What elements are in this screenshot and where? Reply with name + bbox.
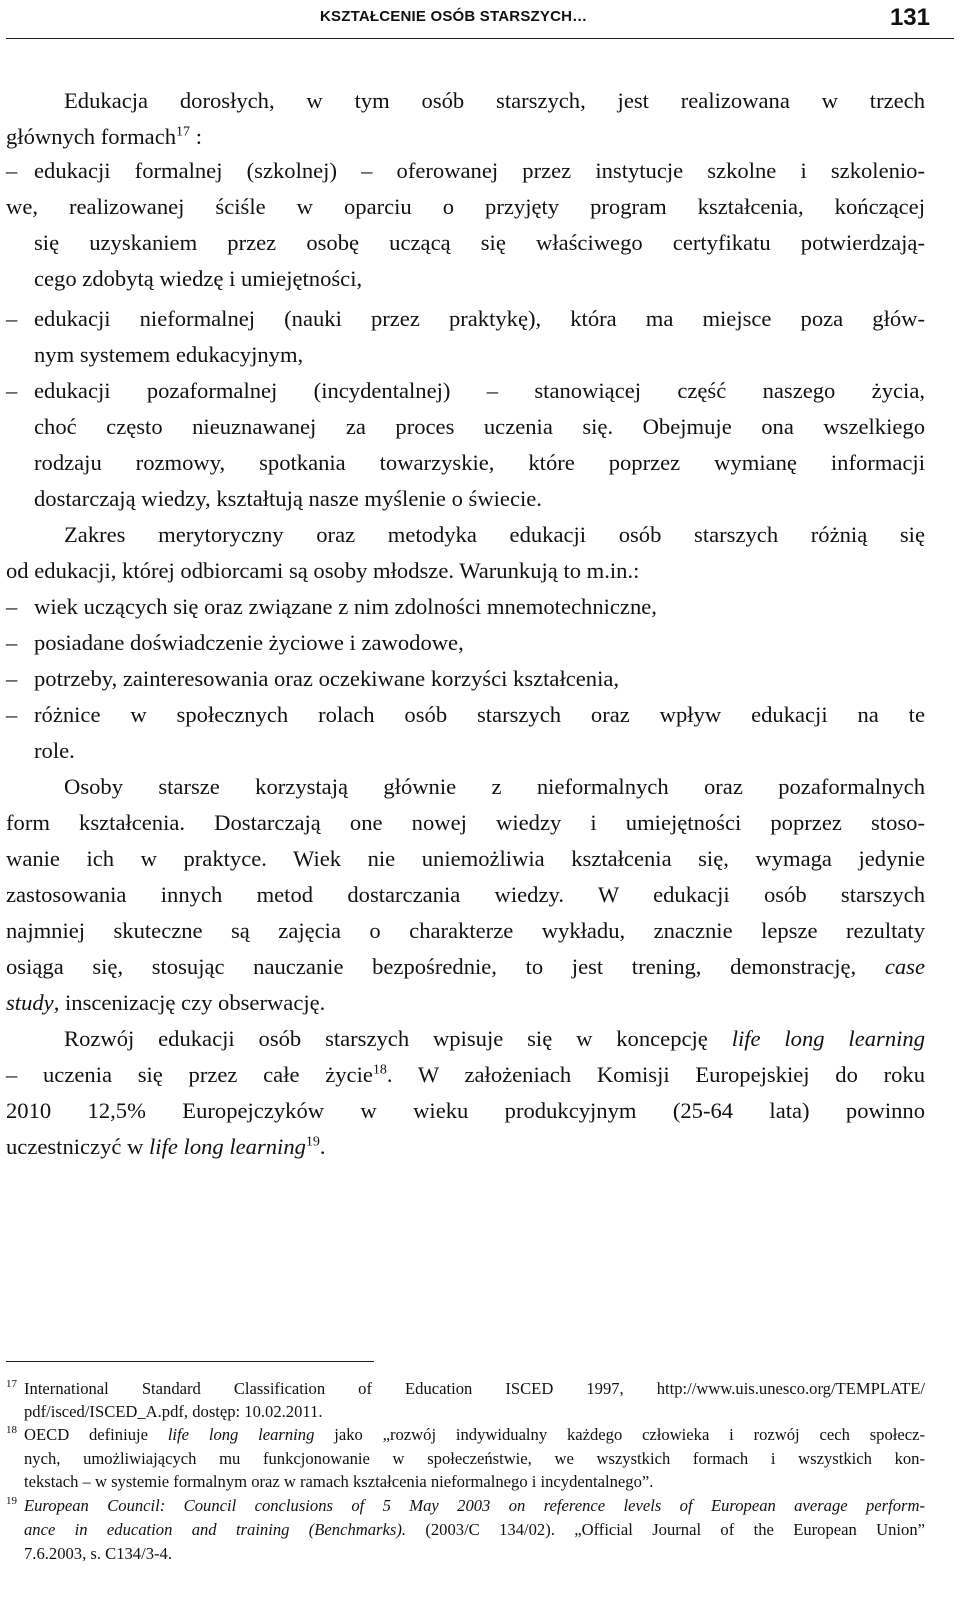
header-rule [6,38,954,39]
page-number: 131 [889,4,930,31]
dash-bullet: – [6,378,18,403]
text-line: najmniej skuteczne są zajęcia o charakterze wykładu, znacznie lepsze rezultaty [6,918,925,943]
text-line: role. [34,738,75,763]
list-item: – potrzeby, zainteresowania oraz oczekiwane korzyści kształcenia, [34,662,925,696]
text-line: Zakres merytoryczny oraz metodyka edukacji osób starszych różnią się [64,522,925,547]
text-line: Rozwój edukacji osób starszych wpisuje się w koncepcję life long learning [64,1026,925,1051]
text-line: dostarczają wiedzy, kształtują nasze myślenie o świecie. [34,486,542,511]
text-line: choć często nieuznawanej za proces uczenia się. Obejmuje ona wszelkiego [34,414,925,439]
footnote-17: 17 International Standard Classification of Education ISCED 1997, http://www.uis.unesco.org/TEMPLATE/ [6,1378,925,1398]
text-line: głównych formach$^{17}$ : [6,124,202,149]
list-item: – edukacji nieformalnej (nauki przez praktykę), która ma miejsce poza głów- [34,302,925,336]
list-item: – wiek uczących się oraz związane z nim zdolności mnemotechniczne, [34,590,925,624]
dash-bullet: – [6,666,18,691]
footnote-line: 7.6.2003, s. C134/3-4. [24,1544,172,1563]
footnote-line: pdf/isced/ISCED_A.pdf, dostęp: 10.02.2011. [24,1402,323,1421]
footnote-ref: 17 [176,124,191,140]
list-item: – różnice w społecznych rolach osób starszych oraz wpływ edukacji na te [34,698,925,732]
footnote-ref: 19 [305,1134,320,1150]
footnote-19: 19 European Council: Council conclusions of 5 May 2003 on reference levels of European average perform- [6,1495,925,1515]
text-line: osiąga się, stosując nauczanie bezpośrednie, to jest trening, demonstrację, case [6,954,925,979]
list-item: – posiadane doświadczenie życiowe i zawodowe, [34,626,925,660]
text-line: zastosowania innych metod dostarczania wiedzy. W edukacji osób starszych [6,882,925,907]
footnote-line: ance in education and training (Benchmarks). (2003/C 134/02). „Official Journal of the European Union” [24,1520,925,1539]
text-line: form kształcenia. Dostarczają one nowej wiedzy i umiejętności poprzez stoso- [6,810,925,835]
dash-bullet: – [6,630,18,655]
running-title: KSZTAŁCENIE OSÓB STARSZYCH… [320,8,588,25]
text-line: 2010 12,5% Europejczyków w wieku produkcyjnym (25-64 lata) powinno [6,1098,925,1123]
text-line: rodzaju rozmowy, spotkania towarzyskie, które poprzez wymianę informacji [34,450,925,475]
footnote-rule [6,1361,374,1362]
list-item: – edukacji formalnej (szkolnej) – oferowanej przez instytucje szkolne i szkolenio- [34,154,925,188]
text-line: study, inscenizację czy obserwację. [6,990,326,1015]
text-line: się uzyskaniem przez osobę uczącą się właściwego certyfikatu potwierdzają- [34,230,925,255]
footnote-ref: 18 [372,1062,387,1078]
dash-bullet: – [6,306,18,331]
text-line: od edukacji, której odbiorcami są osoby młodsze. Warunkują to m.in.: [6,558,640,583]
text-line: Edukacja dorosłych, w tym osób starszych, jest realizowana w trzech [64,88,925,113]
text-line: – uczenia się przez całe życie$^{18}$. W założeniach Komisji Europejskiej do roku [6,1062,925,1087]
dash-bullet: – [6,158,18,183]
text-line: cego zdobytą wiedzę i umiejętności, [34,266,363,291]
dash-bullet: – [6,702,18,727]
text-line: we, realizowanej ściśle w oparciu o przyjęty program kształcenia, kończącej [6,194,925,219]
text-line: Osoby starsze korzystają głównie z nieformalnych oraz pozaformalnych [64,774,925,799]
dash-bullet: – [6,594,18,619]
footnote-line: tekstach – w systemie formalnym oraz w ramach kształcenia nieformalnego i incydentalnego”. [24,1472,654,1491]
text-line: uczestniczyć w life long learning$^{19}$. [6,1134,326,1159]
footnote-18: 18 OECD definiuje life long learning jako „rozwój indywidualny każdego człowieka i rozwój cech społecz- [6,1424,925,1444]
list-item: – edukacji pozaformalnej (incydentalnej) – stanowiącej część naszego życia, [34,374,925,408]
footnote-line: nych, umożliwiających mu funkcjonowanie w społeczeństwie, we wszystkich formach i wszystkich kon- [24,1449,925,1468]
text-line: wanie ich w praktyce. Wiek nie uniemożliwia kształcenia się, wymaga jedynie [6,846,925,871]
text-line: nym systemem edukacyjnym, [34,342,304,367]
